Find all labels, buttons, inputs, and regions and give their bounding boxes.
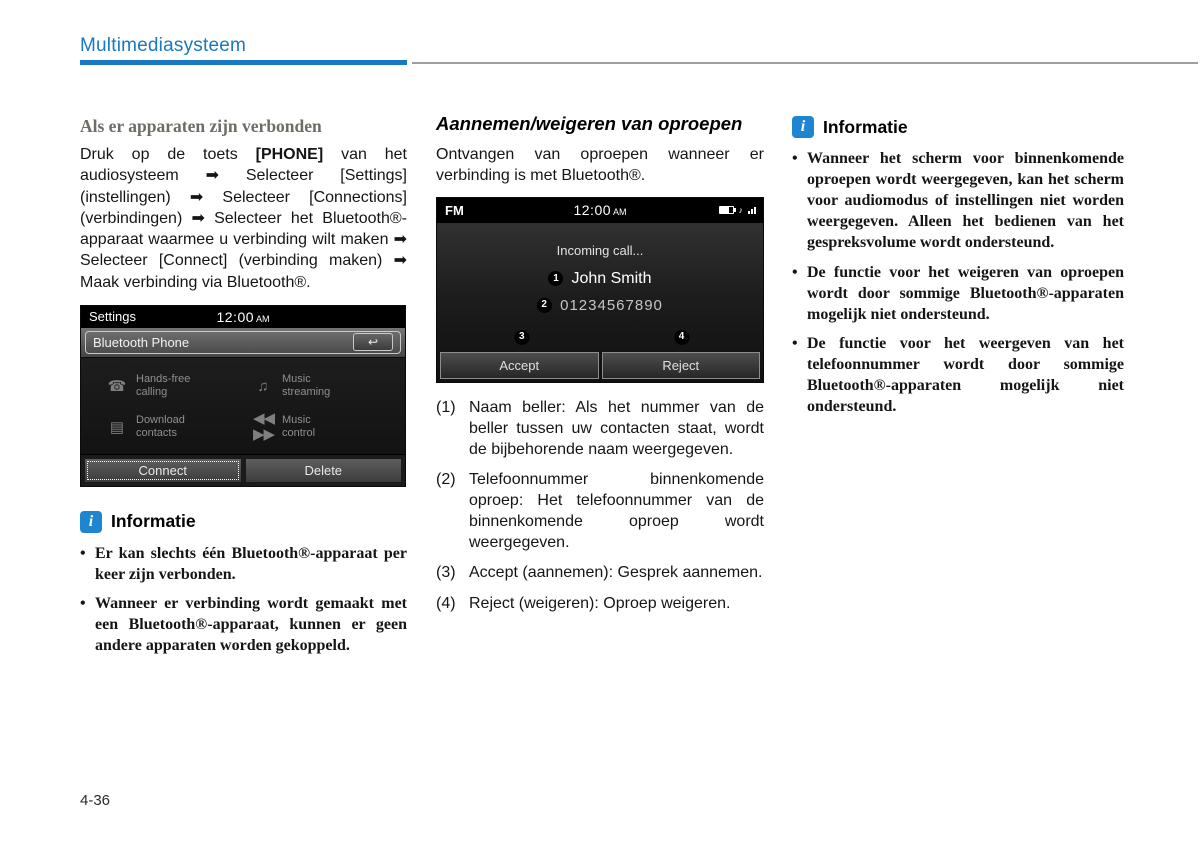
bullet-marker: • — [80, 595, 86, 613]
download-contacts-icon: ▤ — [109, 419, 125, 437]
note-text: Wanneer het scherm voor binnenkomende oproepen wordt weergegeven, kan het scherm voor audiomodus of instellingen niet worden weergegeven. Alleen het bedienen van het gespreksvolume wordt ondersteund. — [807, 150, 1124, 252]
call-status-bar — [437, 198, 763, 223]
status-icons — [719, 198, 757, 223]
note-bullet — [792, 333, 1124, 417]
item-text: Accept (aannemen): Gesprek aannemen. — [469, 564, 763, 582]
callout-1-badge: 1 — [548, 271, 563, 286]
info-icon: i — [80, 511, 102, 533]
battery-icon — [719, 206, 734, 214]
caller-name: John Smith — [571, 269, 652, 287]
label-line: Music — [282, 414, 311, 427]
settings-item-label — [136, 414, 185, 440]
hands-free-calling-icon: ☎ — [107, 378, 127, 396]
skip-back-icon: ◀◀ — [253, 409, 275, 427]
caller-number-row — [437, 297, 763, 314]
title-underline — [80, 60, 407, 65]
numbered-item — [436, 562, 764, 583]
note-text: De functie voor het weergeven van het telefoonnummer wordt door sommige Bluetooth®-apparaten mogelijk niet ondersteund. — [807, 334, 1124, 416]
label-line: calling — [136, 386, 168, 399]
item-number: (3) — [436, 564, 456, 582]
settings-item-label — [282, 414, 315, 440]
music-note-icon: ♪ — [738, 204, 743, 215]
paragraph-text: Druk op de toets — [80, 146, 256, 163]
music-control-icon — [253, 411, 273, 444]
column-right — [792, 116, 1124, 425]
label-line: control — [282, 427, 316, 440]
note-text: Er kan slechts één Bluetooth®-apparaat per keer zijn verbonden. — [95, 544, 407, 583]
nav-frame — [85, 331, 401, 354]
clock — [573, 202, 626, 218]
settings-status-bar — [81, 306, 405, 328]
section-heading: Als er apparaten zijn verbonden — [80, 116, 322, 136]
settings-item-hands-free-calling[interactable] — [107, 366, 253, 407]
info-title: Informatie — [111, 511, 196, 532]
skip-forward-icon: ▶▶ — [253, 426, 275, 444]
reject-button[interactable]: Reject — [602, 352, 761, 379]
label-line: Music — [282, 373, 311, 386]
info-header — [80, 511, 407, 533]
note-bullet — [792, 148, 1124, 254]
clock-am-pm: AM — [613, 207, 627, 218]
note-text: Wanneer er verbinding wordt gemaakt met een Bluetooth®-apparaat, kunnen er geen andere apparaten worden gekoppeld. — [95, 595, 407, 655]
settings-screenshot — [80, 305, 406, 487]
settings-item-label — [136, 373, 190, 399]
callout-4-badge: 4 — [674, 330, 689, 345]
incoming-call-status: Incoming call... — [556, 242, 644, 258]
clock — [216, 309, 269, 325]
settings-grid — [81, 358, 405, 454]
label-line: streaming — [282, 386, 331, 399]
page-number: 4-36 — [80, 792, 111, 809]
info-icon: i — [792, 116, 814, 138]
item-text: Naam beller: Als het nummer van de beller tussen uw contacten staat, wordt de bijbehorende naam weergegeven. — [469, 398, 764, 458]
connect-button[interactable]: Connect — [84, 458, 242, 483]
numbered-item — [436, 593, 764, 614]
caller-number: 01234567890 — [560, 296, 663, 314]
column-middle — [436, 113, 764, 623]
settings-button-row — [81, 454, 405, 486]
callout-3-badge: 3 — [514, 330, 529, 345]
clock-time: 12:00 — [216, 308, 255, 325]
incoming-call-screenshot — [436, 197, 764, 383]
radio-band-label: FM — [445, 202, 464, 218]
settings-screen-title: Settings — [89, 309, 136, 325]
callout-2-badge: 2 — [537, 298, 552, 313]
info-title: Informatie — [823, 116, 908, 137]
item-text: Telefoonnummer binnenkomende oproep: Het telefoonnummer van de binnenkomende oproep wordt weergegeven. — [469, 471, 764, 552]
settings-nav-bar — [81, 328, 405, 358]
note-bullet — [792, 262, 1124, 325]
label-line: contacts — [136, 427, 177, 440]
delete-button[interactable]: Delete — [245, 458, 403, 483]
item-text: Reject (weigeren): Oproep weigeren. — [469, 594, 731, 612]
note-bullet — [80, 593, 407, 656]
back-icon: ↩ — [367, 335, 379, 350]
back-button[interactable] — [353, 333, 393, 351]
info-header — [792, 116, 1124, 138]
instructions-paragraph — [80, 144, 407, 293]
intro-paragraph: Ontvangen van oproepen wanneer er verbinding is met Bluetooth®. — [436, 146, 764, 185]
bullet-marker: • — [792, 334, 798, 352]
bullet-marker: • — [792, 263, 798, 281]
section-heading: Aannemen/weigeren van oproepen — [436, 113, 743, 134]
note-bullet — [80, 543, 407, 585]
item-number: (1) — [436, 398, 456, 416]
clock-time: 12:00 — [573, 202, 612, 219]
item-number: (2) — [436, 471, 456, 489]
item-number: (4) — [436, 594, 456, 612]
settings-item-label — [282, 373, 330, 399]
accept-button[interactable]: Accept — [440, 352, 599, 379]
paragraph-text: van het audiosysteem ➡ Selecteer [Settings] (instellingen) ➡ Selecteer [Connections] (verbindingen) ➡ Selecteer het Bluetooth®-apparaat waarmee u verbinding wilt maken ➡ Selecteer [Connect] (verbinding maken) ➡ Maak verbinding via Bluetooth®. — [80, 146, 408, 291]
column-left — [80, 116, 407, 664]
note-text: De functie voor het weigeren van oproepen wordt door sommige Bluetooth®-apparaten mogelijk niet ondersteund. — [807, 263, 1124, 323]
bullet-marker: • — [80, 544, 86, 562]
settings-item-download-contacts[interactable] — [107, 407, 253, 448]
caller-name-row — [437, 270, 763, 288]
music-streaming-icon: ♫ — [257, 377, 269, 395]
settings-item-music-control[interactable] — [253, 407, 399, 448]
nav-title: Bluetooth Phone — [93, 334, 190, 350]
signal-icon — [748, 207, 756, 214]
header-divider — [412, 62, 1198, 64]
clock-am-pm: AM — [256, 313, 270, 324]
numbered-item — [436, 469, 764, 553]
phone-key-label: [PHONE] — [255, 146, 324, 163]
label-line: Download — [136, 414, 185, 427]
label-line: Hands-free — [136, 373, 191, 386]
settings-item-music-streaming[interactable] — [253, 366, 399, 407]
numbered-item — [436, 397, 764, 460]
bullet-marker: • — [792, 150, 798, 167]
call-button-row — [437, 349, 763, 382]
page-title: Multimediasysteem — [80, 35, 247, 56]
